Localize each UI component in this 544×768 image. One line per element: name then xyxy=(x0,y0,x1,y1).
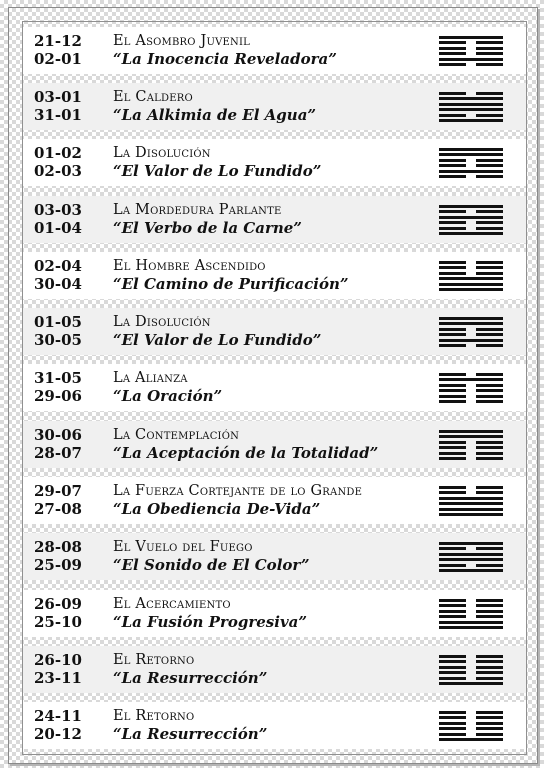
hexagram-calendar-list xyxy=(22,21,527,755)
broken-line-segment xyxy=(439,727,466,730)
date-range xyxy=(34,144,114,180)
entry-subtitle: “La Obediencia De-Vida” xyxy=(113,500,321,518)
broken-line-segment xyxy=(439,41,466,44)
broken-line-segment xyxy=(476,733,503,736)
entry-subtitle: “La Resurrección” xyxy=(113,725,268,743)
solid-line xyxy=(439,170,503,173)
broken-line-segment xyxy=(439,63,466,66)
solid-line xyxy=(439,513,503,516)
broken-line-segment xyxy=(476,395,503,398)
broken-line-segment xyxy=(439,666,466,669)
end-date: 01-04 xyxy=(34,219,82,237)
broken-line-segment xyxy=(476,384,503,387)
hexagram-icon xyxy=(439,317,503,347)
end-date: 25-09 xyxy=(34,556,82,574)
solid-line xyxy=(439,508,503,511)
end-date: 23-11 xyxy=(34,669,82,687)
broken-line-segment xyxy=(476,400,503,403)
calendar-entry xyxy=(23,27,526,74)
broken-line-segment xyxy=(476,491,503,494)
document-page xyxy=(8,7,538,764)
entry-title: El Vuelo del Fuego xyxy=(113,539,253,555)
calendar-entry xyxy=(23,421,526,468)
calendar-entry xyxy=(23,590,526,637)
entry-titles xyxy=(113,538,433,574)
entry-subtitle: “El Verbo de la Carne” xyxy=(113,219,302,237)
broken-line-segment xyxy=(476,389,503,392)
broken-line-segment xyxy=(476,328,503,331)
broken-line-segment xyxy=(439,164,466,167)
broken-line-segment xyxy=(439,457,466,460)
start-date: 26-10 xyxy=(34,651,82,669)
start-date: 02-04 xyxy=(34,257,82,275)
solid-line xyxy=(439,558,503,561)
start-date: 01-05 xyxy=(34,313,82,331)
date-range xyxy=(34,201,114,237)
broken-line-segment xyxy=(439,452,466,455)
broken-line-segment xyxy=(439,52,466,55)
solid-line xyxy=(439,569,503,572)
broken-line-segment xyxy=(439,389,466,392)
broken-line-segment xyxy=(439,671,466,674)
entry-subtitle: “El Valor de Lo Fundido” xyxy=(113,162,322,180)
broken-line-segment xyxy=(439,660,466,663)
end-date: 28-07 xyxy=(34,444,82,462)
entry-titles xyxy=(113,88,433,124)
date-range xyxy=(34,257,114,293)
broken-line-segment xyxy=(476,727,503,730)
end-date: 27-08 xyxy=(34,500,82,518)
broken-line-segment xyxy=(439,599,466,602)
date-range xyxy=(34,313,114,349)
broken-line-segment xyxy=(476,610,503,613)
broken-line-segment xyxy=(439,114,466,117)
entry-subtitle: “La Resurrección” xyxy=(113,669,268,687)
solid-line xyxy=(439,36,503,39)
broken-line-segment xyxy=(439,547,466,550)
solid-line xyxy=(439,216,503,219)
hexagram-icon xyxy=(439,542,503,572)
date-range xyxy=(34,651,114,687)
solid-line xyxy=(439,103,503,106)
entry-titles xyxy=(113,482,433,518)
solid-line xyxy=(439,322,503,325)
entry-title: El Retorno xyxy=(113,708,195,724)
broken-line-segment xyxy=(439,400,466,403)
broken-line-segment xyxy=(439,677,466,680)
hexagram-icon xyxy=(439,261,503,291)
broken-line-segment xyxy=(476,47,503,50)
hexagram-icon xyxy=(439,430,503,460)
start-date: 24-11 xyxy=(34,707,82,725)
broken-line-segment xyxy=(476,92,503,95)
date-range xyxy=(34,369,114,405)
hexagram-icon xyxy=(439,711,503,741)
start-date: 26-09 xyxy=(34,595,82,613)
broken-line-segment xyxy=(439,261,466,264)
broken-line-segment xyxy=(476,677,503,680)
entry-subtitle: “La Aceptación de la Totalidad” xyxy=(113,444,379,462)
date-range xyxy=(34,595,114,631)
broken-line-segment xyxy=(439,384,466,387)
broken-line-segment xyxy=(439,604,466,607)
date-range xyxy=(34,88,114,124)
entry-subtitle: “El Sonido de El Color” xyxy=(113,556,310,574)
entry-title: El Retorno xyxy=(113,652,195,668)
start-date: 30-06 xyxy=(34,426,82,444)
start-date: 31-05 xyxy=(34,369,82,387)
entry-subtitle: “La Alkimia de El Agua” xyxy=(113,106,317,124)
date-range xyxy=(34,482,114,518)
hexagram-icon xyxy=(439,148,503,178)
entry-title: La Alianza xyxy=(113,370,188,386)
broken-line-segment xyxy=(476,114,503,117)
hexagram-icon xyxy=(439,486,503,516)
broken-line-segment xyxy=(439,610,466,613)
broken-line-segment xyxy=(439,266,466,269)
calendar-entry xyxy=(23,83,526,130)
end-date: 02-01 xyxy=(34,50,82,68)
entry-titles xyxy=(113,257,433,293)
entry-title: La Disolución xyxy=(113,145,211,161)
solid-line xyxy=(439,205,503,208)
broken-line-segment xyxy=(476,457,503,460)
solid-line xyxy=(439,232,503,235)
entry-title: El Acercamiento xyxy=(113,596,231,612)
entry-subtitle: “El Camino de Purificación” xyxy=(113,275,349,293)
broken-line-segment xyxy=(476,266,503,269)
broken-line-segment xyxy=(476,722,503,725)
hexagram-icon xyxy=(439,599,503,629)
date-range xyxy=(34,707,114,743)
solid-line xyxy=(439,97,503,100)
broken-line-segment xyxy=(476,446,503,449)
calendar-entry xyxy=(23,252,526,299)
broken-line-segment xyxy=(439,221,466,224)
calendar-entry xyxy=(23,139,526,186)
date-range xyxy=(34,426,114,462)
broken-line-segment xyxy=(476,441,503,444)
entry-titles xyxy=(113,707,433,743)
broken-line-segment xyxy=(476,373,503,376)
broken-line-segment xyxy=(476,210,503,213)
broken-line-segment xyxy=(439,159,466,162)
calendar-entry xyxy=(23,646,526,693)
broken-line-segment xyxy=(439,272,466,275)
broken-line-segment xyxy=(439,564,466,567)
calendar-entry xyxy=(23,702,526,749)
start-date: 03-01 xyxy=(34,88,82,106)
end-date: 02-03 xyxy=(34,162,82,180)
entry-titles xyxy=(113,426,433,462)
start-date: 01-02 xyxy=(34,144,82,162)
broken-line-segment xyxy=(439,486,466,489)
solid-line xyxy=(439,58,503,61)
broken-line-segment xyxy=(476,164,503,167)
hexagram-icon xyxy=(439,36,503,66)
entry-title: La Fuerza Cortejante de lo Grande xyxy=(113,483,363,499)
broken-line-segment xyxy=(476,564,503,567)
solid-line xyxy=(439,153,503,156)
broken-line-segment xyxy=(439,615,466,618)
solid-line xyxy=(439,626,503,629)
end-date: 30-05 xyxy=(34,331,82,349)
end-date: 30-04 xyxy=(34,275,82,293)
broken-line-segment xyxy=(476,41,503,44)
solid-line xyxy=(439,317,503,320)
start-date: 21-12 xyxy=(34,32,82,50)
entry-titles xyxy=(113,144,433,180)
hexagram-icon xyxy=(439,92,503,122)
broken-line-segment xyxy=(439,711,466,714)
broken-line-segment xyxy=(476,221,503,224)
broken-line-segment xyxy=(439,227,466,230)
broken-line-segment xyxy=(476,711,503,714)
hexagram-icon xyxy=(439,205,503,235)
broken-line-segment xyxy=(476,655,503,658)
entry-titles xyxy=(113,201,433,237)
broken-line-segment xyxy=(476,227,503,230)
broken-line-segment xyxy=(476,333,503,336)
broken-line-segment xyxy=(476,716,503,719)
calendar-entry xyxy=(23,533,526,580)
entry-titles xyxy=(113,313,433,349)
broken-line-segment xyxy=(439,491,466,494)
end-date: 20-12 xyxy=(34,725,82,743)
broken-line-segment xyxy=(439,446,466,449)
broken-line-segment xyxy=(439,722,466,725)
solid-line xyxy=(439,621,503,624)
broken-line-segment xyxy=(476,660,503,663)
solid-line xyxy=(439,288,503,291)
broken-line-segment xyxy=(476,666,503,669)
broken-line-segment xyxy=(476,344,503,347)
broken-line-segment xyxy=(476,547,503,550)
date-range xyxy=(34,538,114,574)
end-date: 31-01 xyxy=(34,106,82,124)
broken-line-segment xyxy=(476,599,503,602)
broken-line-segment xyxy=(476,615,503,618)
broken-line-segment xyxy=(439,344,466,347)
broken-line-segment xyxy=(439,716,466,719)
broken-line-segment xyxy=(439,92,466,95)
solid-line xyxy=(439,502,503,505)
broken-line-segment xyxy=(476,175,503,178)
solid-line xyxy=(439,553,503,556)
calendar-entry xyxy=(23,196,526,243)
broken-line-segment xyxy=(476,63,503,66)
solid-line xyxy=(439,378,503,381)
broken-line-segment xyxy=(476,671,503,674)
calendar-entry xyxy=(23,308,526,355)
entry-title: La Disolución xyxy=(113,314,211,330)
solid-line xyxy=(439,277,503,280)
start-date: 28-08 xyxy=(34,538,82,556)
broken-line-segment xyxy=(439,210,466,213)
entry-title: La Mordedura Parlante xyxy=(113,202,282,218)
solid-line xyxy=(439,108,503,111)
broken-line-segment xyxy=(476,159,503,162)
date-range xyxy=(34,32,114,68)
broken-line-segment xyxy=(476,272,503,275)
calendar-entry xyxy=(23,477,526,524)
calendar-entry xyxy=(23,364,526,411)
entry-title: El Hombre Ascendido xyxy=(113,258,266,274)
hexagram-icon xyxy=(439,373,503,403)
entry-title: El Caldero xyxy=(113,89,193,105)
entry-title: El Asombro Juvenil xyxy=(113,33,250,49)
entry-subtitle: “El Valor de Lo Fundido” xyxy=(113,331,322,349)
entry-subtitle: “La Oración” xyxy=(113,387,223,405)
entry-titles xyxy=(113,595,433,631)
start-date: 29-07 xyxy=(34,482,82,500)
broken-line-segment xyxy=(439,395,466,398)
hexagram-icon xyxy=(439,655,503,685)
broken-line-segment xyxy=(476,52,503,55)
broken-line-segment xyxy=(439,441,466,444)
broken-line-segment xyxy=(476,604,503,607)
end-date: 29-06 xyxy=(34,387,82,405)
solid-line xyxy=(439,738,503,741)
solid-line xyxy=(439,682,503,685)
broken-line-segment xyxy=(439,373,466,376)
broken-line-segment xyxy=(439,175,466,178)
broken-line-segment xyxy=(439,733,466,736)
solid-line xyxy=(439,148,503,151)
broken-line-segment xyxy=(439,47,466,50)
entry-titles xyxy=(113,651,433,687)
end-date: 25-10 xyxy=(34,613,82,631)
solid-line xyxy=(439,430,503,433)
broken-line-segment xyxy=(476,486,503,489)
broken-line-segment xyxy=(439,328,466,331)
broken-line-segment xyxy=(439,655,466,658)
broken-line-segment xyxy=(476,261,503,264)
solid-line xyxy=(439,435,503,438)
solid-line xyxy=(439,497,503,500)
solid-line xyxy=(439,542,503,545)
entry-titles xyxy=(113,32,433,68)
entry-titles xyxy=(113,369,433,405)
broken-line-segment xyxy=(476,452,503,455)
entry-subtitle: “La Inocencia Reveladora” xyxy=(113,50,337,68)
solid-line xyxy=(439,339,503,342)
start-date: 03-03 xyxy=(34,201,82,219)
solid-line xyxy=(439,283,503,286)
broken-line-segment xyxy=(439,333,466,336)
entry-subtitle: “La Fusión Progresiva” xyxy=(113,613,308,631)
solid-line xyxy=(439,119,503,122)
entry-title: La Contemplación xyxy=(113,427,240,443)
